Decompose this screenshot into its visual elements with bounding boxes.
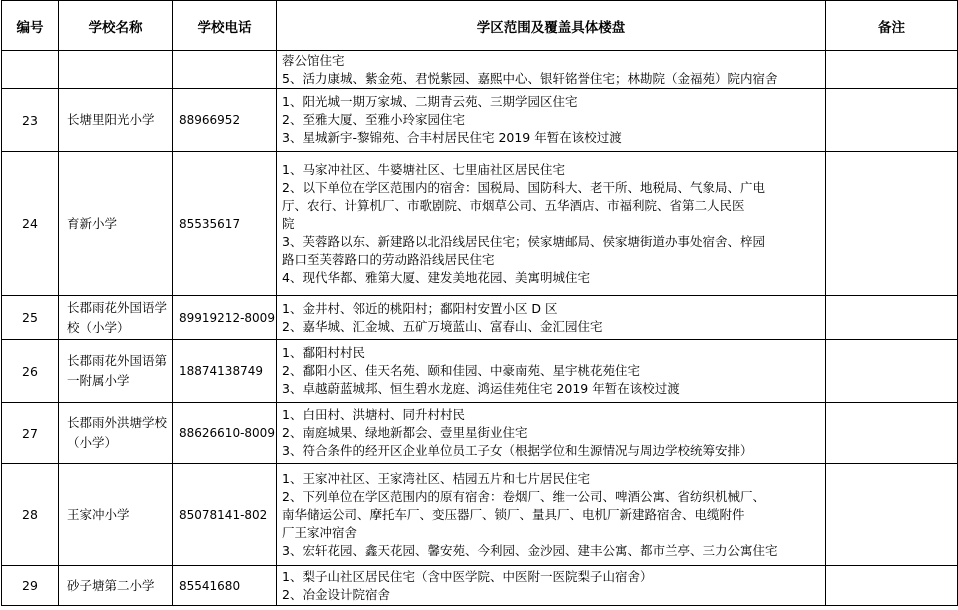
school-phone: 88966952 xyxy=(173,89,277,152)
scope-line: 3、符合条件的经开区企业单位员工子女（根据学位和生源情况与周边学校统筹安排） xyxy=(282,443,753,458)
scope-line: 3、芙蓉路以东、新建路以北沿线居民住宅；侯家塘邮局、侯家塘街道办事处宿舍、梓园 xyxy=(282,233,765,249)
header-district-scope: 学区范围及覆盖具体楼盘 xyxy=(277,1,826,51)
scope-line: 1、阳光城一期万家城、二期青云苑、三期学园区住宅 xyxy=(282,94,578,109)
remarks-cell xyxy=(826,89,958,152)
scope-line: 1、王家冲社区、王家湾社区、桔园五片和七片居民住宅 xyxy=(282,470,590,486)
header-school-name: 学校名称 xyxy=(59,1,173,51)
scope-line: 3、卓越蔚蓝城邦、恒生碧水龙庭、鸿运佳苑住宅 2019 年暂在该校过渡 xyxy=(282,381,680,396)
scope-line: 2、以下单位在学区范围内的宿舍：国税局、国防科大、老干所、地税局、气象局、广电 xyxy=(282,179,765,195)
school-phone: 85541680 xyxy=(173,566,277,606)
school-phone: 85078141-802 xyxy=(173,464,277,566)
remarks-cell xyxy=(826,152,958,296)
row-number: 25 xyxy=(2,296,59,340)
school-name: 砂子塘第二小学 xyxy=(59,566,173,606)
scope-line: 厂王家冲宿舍 xyxy=(282,524,358,540)
school-name xyxy=(59,51,173,89)
scope-line: 2、鄱阳小区、佳天名苑、颐和佳园、中豪南苑、星宇桃花苑住宅 xyxy=(282,363,640,378)
table-row xyxy=(2,403,958,464)
district-scope xyxy=(277,464,826,566)
table-row xyxy=(2,464,958,566)
remarks-cell xyxy=(826,340,958,403)
row-number: 24 xyxy=(2,152,59,296)
scope-line: 3、星城新宇-黎锦苑、合丰村居民住宅 2019 年暂在该校过渡 xyxy=(282,130,622,145)
header-remarks: 备注 xyxy=(826,1,958,51)
school-name: 王家冲小学 xyxy=(59,464,173,566)
table-row xyxy=(2,340,958,403)
row-number: 26 xyxy=(2,340,59,403)
scope-line: 2、至雅大厦、至雅小玲家园住宅 xyxy=(282,112,465,127)
scope-line: 2、嘉华城、汇金城、五矿万境蓝山、富春山、金汇园住宅 xyxy=(282,318,603,334)
table-row xyxy=(2,566,958,606)
district-scope xyxy=(277,340,826,403)
scope-line: 南华储运公司、摩托车厂、变压器厂、锁厂、量具厂、电机厂新建路宿舍、电缆附件 xyxy=(282,506,745,522)
scope-line: 蓉公馆住宅 xyxy=(282,52,345,68)
scope-line: 厅、农行、计算机厂、市歌剧院、市烟草公司、五华酒店、市福利院、省第二人民医 xyxy=(282,197,745,213)
district-scope xyxy=(277,89,826,152)
school-phone: 89919212-8009 xyxy=(173,296,277,340)
row-number: 23 xyxy=(2,89,59,152)
scope-line: 2、冶金设计院宿舍 xyxy=(282,586,390,602)
remarks-cell xyxy=(826,566,958,606)
scope-line: 4、现代华都、雅第大厦、建发美地花园、美寓明城住宅 xyxy=(282,269,590,285)
district-scope xyxy=(277,566,826,606)
table-row xyxy=(2,296,958,340)
row-number: 27 xyxy=(2,403,59,464)
scope-line: 路口至芙蓉路口的劳动路沿线居民住宅 xyxy=(282,251,495,267)
district-scope xyxy=(277,403,826,464)
school-phone: 18874138749 xyxy=(173,340,277,403)
scope-line: 3、宏轩花园、鑫天花园、馨安苑、今利园、金沙园、建丰公寓、都市兰亭、三力公寓住宅 xyxy=(282,542,778,558)
school-phone xyxy=(173,51,277,89)
scope-line: 2、南庭城果、绿地新都会、壹里星街业住宅 xyxy=(282,425,528,440)
header-number: 编号 xyxy=(2,1,59,51)
scope-line: 1、鄱阳村村民 xyxy=(282,345,365,360)
header-row xyxy=(2,1,958,51)
row-number: 28 xyxy=(2,464,59,566)
table-row xyxy=(2,51,958,89)
scope-line: 1、梨子山社区居民住宅（含中医学院、中医附一医院梨子山宿舍） xyxy=(282,568,653,584)
scope-line: 2、下列单位在学区范围内的原有宿舍：卷烟厂、维一公司、啤酒公寓、省纺织机械厂、 xyxy=(282,488,765,504)
school-phone: 85535617 xyxy=(173,152,277,296)
remarks-cell xyxy=(826,464,958,566)
table-row xyxy=(2,89,958,152)
scope-line: 1、金井村、邻近的桃阳村；鄱阳村安置小区 D 区 xyxy=(282,300,558,316)
school-name: 长郡雨外洪塘学校（小学） xyxy=(59,403,173,464)
scope-line: 院 xyxy=(282,215,295,231)
school-name: 育新小学 xyxy=(59,152,173,296)
remarks-cell xyxy=(826,51,958,89)
scope-line: 5、活力康城、紫金苑、君悦紫园、嘉熙中心、银轩铭誉住宅；林勘院（金福苑）院内宿舍 xyxy=(282,70,778,86)
school-district-table xyxy=(1,0,958,606)
table-body xyxy=(2,51,958,606)
district-scope xyxy=(277,152,826,296)
row-number: 29 xyxy=(2,566,59,606)
district-scope xyxy=(277,296,826,340)
table-row xyxy=(2,152,958,296)
scope-line: 1、白田村、洪塘村、同升村村民 xyxy=(282,407,465,422)
row-number xyxy=(2,51,59,89)
school-name: 长塘里阳光小学 xyxy=(59,89,173,152)
school-phone: 88626610-8009 xyxy=(173,403,277,464)
scope-line: 1、马家冲社区、牛婆塘社区、七里庙社区居民住宅 xyxy=(282,161,565,177)
district-scope xyxy=(277,51,826,89)
remarks-cell xyxy=(826,296,958,340)
school-name: 长郡雨花外国语学校（小学） xyxy=(59,296,173,340)
school-name: 长郡雨花外国语第一附属小学 xyxy=(59,340,173,403)
remarks-cell xyxy=(826,403,958,464)
header-school-phone: 学校电话 xyxy=(173,1,277,51)
